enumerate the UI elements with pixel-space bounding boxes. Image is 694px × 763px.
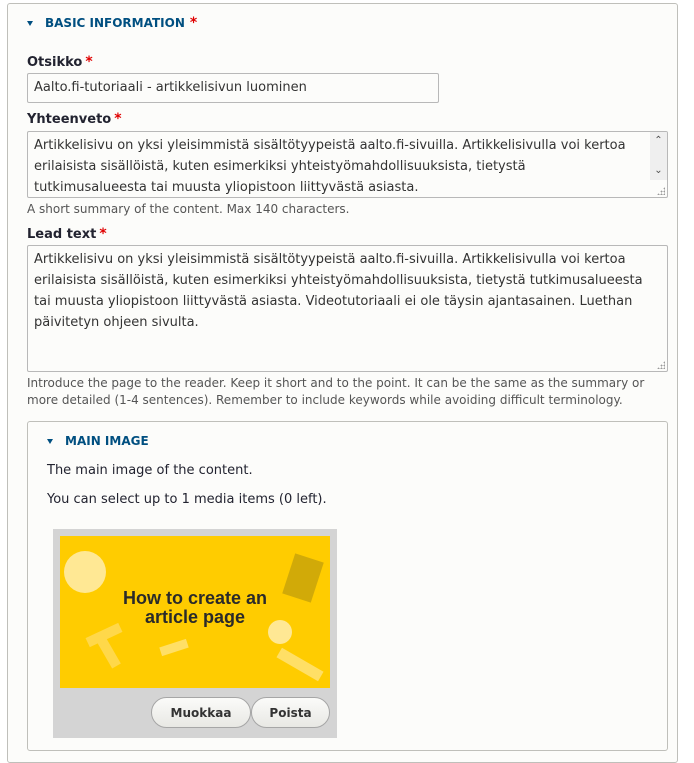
main-image-description: The main image of the content. — [47, 463, 253, 478]
edit-media-button[interactable]: Muokkaa — [151, 697, 251, 728]
media-thumbnail — [60, 536, 330, 688]
lead-text-value: Artikkelisivu on yksi yleisimmistä sisältötyypeistä aalto.fi-sivuilla. Artikkelisivulla voi kertoa erilaisista sisällöistä, kuten esimerkiksi yhteistyömahdollisuuksista, tietystä tutkimusalueesta tai muusta yliopistoon liittyvästä asiasta. Videotutoriaali ei ole täysin ajantasainen. Luethan päivitetyn ohjeen sivulta. — [34, 252, 643, 330]
thumbnail-title: How to create an article page — [122, 588, 268, 627]
yhteenveto-description: A short summary of the content. Max 140 characters. — [27, 202, 350, 216]
lead-text-label-text: Lead text — [27, 227, 97, 242]
otsikko-value: Aalto.fi-tutoriaali - artikkelisivun luominen — [34, 80, 307, 95]
required-marker: * — [189, 15, 198, 31]
lead-text-textarea[interactable] — [27, 245, 668, 372]
basic-information-toggle[interactable] — [27, 15, 197, 31]
yhteenveto-value: Artikkelisivu on yksi yleisimmistä sisältötyypeistä aalto.fi-sivuilla. Artikkelisivulla voi kertoa erilaisista sisällöistä, kuten esimerkiksi yhteistyömahdollisuuksista, tietystä tutkimusalueesta tai muusta yliopistoon liittyvästä asiasta. — [34, 138, 626, 195]
required-marker: * — [114, 111, 122, 127]
main-image-toggle[interactable] — [47, 434, 149, 448]
decorative-bar — [159, 639, 188, 656]
yhteenveto-label — [27, 111, 122, 127]
textarea-scrollbar[interactable] — [650, 132, 667, 180]
decorative-bar — [97, 638, 121, 669]
otsikko-label — [27, 54, 93, 70]
caret-down-icon — [47, 439, 53, 444]
decorative-circle — [64, 551, 106, 593]
media-limit-text: You can select up to 1 media items (0 left). — [47, 492, 327, 507]
decorative-square — [282, 553, 324, 602]
resize-handle-icon[interactable] — [657, 361, 665, 369]
otsikko-label-text: Otsikko — [27, 55, 83, 70]
lead-text-label — [27, 226, 107, 242]
required-marker: * — [85, 54, 93, 70]
scroll-down-icon[interactable]: ⌄ — [654, 165, 663, 176]
decorative-bar — [276, 648, 323, 682]
yhteenveto-label-text: Yhteenveto — [27, 112, 112, 127]
yhteenveto-textarea[interactable] — [27, 131, 668, 198]
remove-media-button[interactable]: Poista — [251, 697, 330, 728]
media-item — [53, 529, 337, 738]
scroll-up-icon[interactable]: ⌃ — [654, 135, 663, 146]
otsikko-input[interactable] — [27, 73, 439, 103]
caret-down-icon — [27, 21, 33, 26]
basic-information-title: BASIC INFORMATION — [45, 16, 185, 30]
main-image-title: MAIN IMAGE — [65, 434, 149, 448]
lead-text-description: Introduce the page to the reader. Keep it short and to the point. It can be the same as the summary or more detailed (1-4 sentences). Remember to include keywords while avoiding difficult terminology. — [27, 376, 645, 407]
required-marker: * — [99, 226, 107, 242]
